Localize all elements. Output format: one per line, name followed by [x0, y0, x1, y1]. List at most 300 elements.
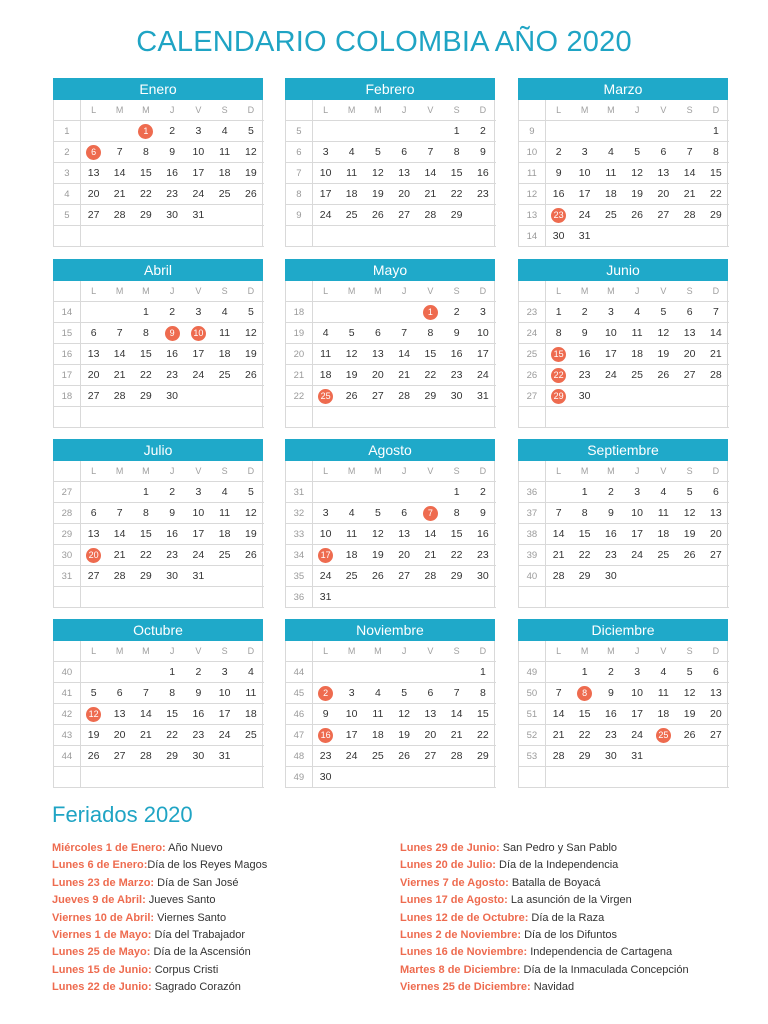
weekday-label: L — [545, 461, 571, 482]
day-cell: 31 — [624, 746, 650, 767]
day-cell: 30 — [470, 566, 496, 587]
week-row — [519, 121, 729, 142]
week-row — [519, 704, 729, 725]
week-row — [519, 767, 729, 788]
day-cell — [80, 482, 106, 503]
day-cell: 13 — [703, 683, 729, 704]
week-number: 31 — [54, 566, 80, 587]
day-cell: 26 — [365, 205, 391, 226]
week-row — [286, 407, 496, 428]
day-cell: 5 — [238, 121, 264, 142]
day-cell — [339, 226, 365, 247]
day-cell — [80, 407, 106, 428]
day-cell: 25 — [650, 545, 676, 566]
weekday-label: M — [133, 461, 159, 482]
day-cell: 29 — [703, 205, 729, 226]
weekday-label: L — [312, 461, 338, 482]
holiday-name: Navidad — [530, 981, 575, 994]
day-cell — [80, 121, 106, 142]
weekday-label: M — [598, 461, 624, 482]
day-cell — [545, 365, 571, 386]
weekday-header-row — [54, 281, 264, 302]
holiday-marker: 15 — [551, 347, 566, 362]
week-number: 18 — [54, 386, 80, 407]
holiday-date: Lunes 29 de Junio: — [400, 842, 500, 854]
day-cell — [677, 767, 703, 788]
week-row — [54, 121, 264, 142]
day-cell — [545, 662, 571, 683]
week-number: 10 — [519, 142, 545, 163]
day-cell — [545, 482, 571, 503]
week-number: 20 — [286, 344, 312, 365]
day-cell — [80, 767, 106, 788]
week-row — [54, 344, 264, 365]
day-cell: 29 — [133, 386, 159, 407]
week-row — [519, 503, 729, 524]
day-cell: 19 — [391, 725, 417, 746]
day-cell: 27 — [80, 386, 106, 407]
day-cell — [650, 587, 676, 608]
day-cell: 3 — [598, 302, 624, 323]
day-cell: 20 — [703, 524, 729, 545]
day-cell: 31 — [470, 386, 496, 407]
week-row — [519, 163, 729, 184]
day-cell: 17 — [185, 524, 211, 545]
day-cell: 14 — [107, 163, 133, 184]
week-row — [286, 365, 496, 386]
week-number: 44 — [54, 746, 80, 767]
day-cell — [133, 587, 159, 608]
day-cell: 5 — [339, 323, 365, 344]
week-row — [286, 142, 496, 163]
week-number: 36 — [519, 482, 545, 503]
day-cell — [159, 407, 185, 428]
holiday-date: Martes 8 de Diciembre: — [400, 963, 521, 976]
day-cell: 26 — [677, 725, 703, 746]
holiday-name: Día de la Raza — [528, 911, 605, 924]
week-row — [54, 767, 264, 788]
week-number: 50 — [519, 683, 545, 704]
day-cell: 30 — [572, 386, 598, 407]
day-cell: 8 — [133, 503, 159, 524]
holiday-name: San Pedro y San Pablo — [499, 842, 618, 854]
day-cell — [598, 587, 624, 608]
day-cell: 12 — [624, 163, 650, 184]
week-header-cell — [519, 461, 545, 482]
month-name: Diciembre — [518, 619, 728, 641]
holiday-date: Lunes 12 de de Octubre: — [400, 911, 529, 924]
week-number: 6 — [286, 142, 312, 163]
day-cell — [238, 746, 264, 767]
week-number: 9 — [519, 121, 545, 142]
day-cell — [650, 746, 676, 767]
day-cell: 14 — [545, 524, 571, 545]
day-cell: 4 — [212, 482, 238, 503]
month-febrero — [285, 78, 495, 247]
week-number: 49 — [286, 767, 312, 788]
holiday-name: Día de los Reyes Magos — [147, 859, 268, 872]
day-cell: 6 — [677, 302, 703, 323]
day-cell: 1 — [444, 121, 470, 142]
calendar-table — [286, 100, 496, 247]
day-cell: 11 — [212, 323, 238, 344]
calendar-table — [286, 641, 496, 788]
day-cell: 13 — [677, 323, 703, 344]
day-cell — [212, 386, 238, 407]
day-cell — [650, 767, 676, 788]
month-grid — [285, 641, 495, 788]
week-number — [519, 587, 545, 608]
week-number: 15 — [54, 323, 80, 344]
week-row — [286, 725, 496, 746]
month-grid — [518, 281, 728, 428]
day-cell — [312, 545, 338, 566]
day-cell: 14 — [107, 524, 133, 545]
day-cell: 31 — [185, 205, 211, 226]
weekday-label: M — [598, 281, 624, 302]
day-cell: 28 — [133, 746, 159, 767]
day-cell: 21 — [107, 365, 133, 386]
day-cell — [107, 662, 133, 683]
week-number: 47 — [286, 725, 312, 746]
week-row — [54, 662, 264, 683]
day-cell: 29 — [470, 746, 496, 767]
week-row — [286, 683, 496, 704]
weekday-label: M — [339, 100, 365, 121]
day-cell: 24 — [598, 365, 624, 386]
page-title: CALENDARIO COLOMBIA AÑO 2020 — [136, 26, 632, 58]
day-cell: 28 — [703, 365, 729, 386]
week-row — [286, 205, 496, 226]
holiday-date: Lunes 2 de Noviembre: — [400, 929, 522, 942]
day-cell: 14 — [417, 524, 443, 545]
calendar-table — [519, 100, 729, 247]
day-cell — [339, 662, 365, 683]
day-cell: 7 — [545, 503, 571, 524]
day-cell: 18 — [339, 184, 365, 205]
day-cell: 7 — [703, 302, 729, 323]
day-cell: 19 — [339, 365, 365, 386]
day-cell: 10 — [572, 163, 598, 184]
week-header-cell — [286, 281, 312, 302]
week-row — [519, 587, 729, 608]
day-cell: 29 — [133, 205, 159, 226]
holiday-item — [400, 892, 689, 909]
day-cell — [133, 767, 159, 788]
weekday-label: M — [339, 641, 365, 662]
week-header-cell — [519, 281, 545, 302]
holiday-marker: 12 — [86, 707, 101, 722]
holiday-name: Viernes Santo — [154, 911, 227, 924]
day-cell: 18 — [339, 545, 365, 566]
day-cell: 13 — [703, 503, 729, 524]
day-cell: 18 — [598, 184, 624, 205]
day-cell: 22 — [133, 184, 159, 205]
day-cell: 31 — [572, 226, 598, 247]
day-cell: 23 — [572, 365, 598, 386]
week-number: 11 — [519, 163, 545, 184]
holiday-item — [52, 840, 267, 857]
day-cell — [159, 226, 185, 247]
day-cell: 8 — [470, 683, 496, 704]
holiday-item — [52, 892, 267, 909]
calendar-table — [519, 281, 729, 428]
day-cell: 27 — [365, 386, 391, 407]
weekday-label: V — [185, 641, 211, 662]
day-cell — [624, 386, 650, 407]
week-row — [519, 184, 729, 205]
day-cell: 17 — [470, 344, 496, 365]
weekday-label: S — [677, 100, 703, 121]
day-cell — [212, 226, 238, 247]
weekday-header-row — [286, 100, 496, 121]
weekday-label: M — [133, 641, 159, 662]
day-cell: 6 — [107, 683, 133, 704]
weekday-label: J — [159, 100, 185, 121]
holiday-name: Día de la Ascensión — [150, 946, 251, 959]
day-cell: 7 — [417, 142, 443, 163]
week-row — [54, 566, 264, 587]
day-cell: 21 — [703, 344, 729, 365]
week-row — [286, 566, 496, 587]
week-row — [54, 386, 264, 407]
weekday-label: L — [545, 100, 571, 121]
month-marzo — [518, 78, 728, 247]
weekday-label: J — [159, 461, 185, 482]
month-enero — [53, 78, 263, 247]
week-number: 33 — [286, 524, 312, 545]
week-number: 38 — [519, 524, 545, 545]
day-cell: 13 — [391, 524, 417, 545]
day-cell: 25 — [212, 545, 238, 566]
day-cell — [391, 407, 417, 428]
holiday-marker: 16 — [318, 728, 333, 743]
week-header-cell — [286, 641, 312, 662]
day-cell: 5 — [80, 683, 106, 704]
day-cell: 5 — [365, 142, 391, 163]
day-cell: 1 — [133, 302, 159, 323]
day-cell — [545, 205, 571, 226]
day-cell: 23 — [312, 746, 338, 767]
holiday-date: Lunes 23 de Marzo: — [52, 876, 155, 889]
week-number: 25 — [519, 344, 545, 365]
day-cell — [312, 121, 338, 142]
day-cell: 26 — [238, 545, 264, 566]
holiday-date: Viernes 25 de Diciembre: — [400, 981, 531, 994]
day-cell — [238, 767, 264, 788]
day-cell: 13 — [650, 163, 676, 184]
weekday-label: M — [572, 641, 598, 662]
weekday-label: M — [365, 100, 391, 121]
weekday-label: S — [212, 641, 238, 662]
holiday-date: Lunes 6 de Enero: — [52, 859, 148, 872]
day-cell — [624, 587, 650, 608]
day-cell: 18 — [365, 725, 391, 746]
day-cell — [703, 407, 729, 428]
day-cell: 22 — [444, 184, 470, 205]
weekday-label: V — [185, 100, 211, 121]
day-cell: 24 — [185, 365, 211, 386]
day-cell — [624, 566, 650, 587]
day-cell — [417, 662, 443, 683]
weekday-label: D — [470, 100, 496, 121]
week-row — [54, 704, 264, 725]
day-cell: 13 — [80, 163, 106, 184]
day-cell: 28 — [444, 746, 470, 767]
day-cell: 16 — [444, 344, 470, 365]
day-cell — [133, 662, 159, 683]
holiday-item — [400, 875, 689, 892]
week-number: 17 — [54, 365, 80, 386]
day-cell: 10 — [212, 683, 238, 704]
holiday-marker: 7 — [423, 506, 438, 521]
feriados-title: Feriados 2020 — [52, 802, 193, 827]
week-number: 3 — [54, 163, 80, 184]
day-cell: 17 — [598, 344, 624, 365]
day-cell: 19 — [677, 524, 703, 545]
week-row — [519, 386, 729, 407]
day-cell: 9 — [312, 704, 338, 725]
day-cell — [417, 767, 443, 788]
week-row — [519, 662, 729, 683]
day-cell: 2 — [159, 121, 185, 142]
day-cell: 9 — [159, 503, 185, 524]
day-cell — [598, 226, 624, 247]
day-cell: 28 — [545, 566, 571, 587]
day-cell: 1 — [545, 302, 571, 323]
weekday-label: D — [470, 461, 496, 482]
day-cell — [624, 226, 650, 247]
day-cell: 29 — [444, 205, 470, 226]
day-cell — [212, 205, 238, 226]
week-header-cell — [54, 281, 80, 302]
weekday-label: M — [572, 100, 598, 121]
month-grid — [53, 461, 263, 608]
calendar-table — [54, 641, 264, 788]
month-name: Septiembre — [518, 439, 728, 461]
day-cell: 21 — [107, 184, 133, 205]
holiday-marker: 23 — [551, 208, 566, 223]
day-cell: 9 — [185, 683, 211, 704]
week-header-cell — [54, 100, 80, 121]
day-cell: 8 — [703, 142, 729, 163]
day-cell — [417, 121, 443, 142]
day-cell: 13 — [365, 344, 391, 365]
weekday-label: L — [80, 281, 106, 302]
day-cell: 8 — [572, 503, 598, 524]
day-cell: 24 — [185, 184, 211, 205]
day-cell: 16 — [470, 524, 496, 545]
week-row — [54, 184, 264, 205]
weekday-label: L — [80, 641, 106, 662]
holiday-marker: 29 — [551, 389, 566, 404]
day-cell: 30 — [598, 746, 624, 767]
day-cell: 30 — [159, 566, 185, 587]
day-cell: 3 — [339, 683, 365, 704]
day-cell: 7 — [133, 683, 159, 704]
week-number: 24 — [519, 323, 545, 344]
day-cell: 15 — [133, 163, 159, 184]
holiday-date: Viernes 10 de Abril: — [52, 911, 155, 924]
day-cell: 10 — [185, 503, 211, 524]
day-cell: 27 — [391, 205, 417, 226]
day-cell: 7 — [545, 683, 571, 704]
week-number — [519, 767, 545, 788]
weekday-label: V — [185, 461, 211, 482]
day-cell: 27 — [391, 566, 417, 587]
week-row — [519, 725, 729, 746]
month-name: Abril — [53, 259, 263, 281]
holiday-name: La asunción de la Virgen — [507, 894, 632, 907]
week-row — [519, 407, 729, 428]
month-name: Agosto — [285, 439, 495, 461]
day-cell: 4 — [339, 503, 365, 524]
weekday-header-row — [519, 100, 729, 121]
day-cell: 1 — [444, 482, 470, 503]
week-number: 45 — [286, 683, 312, 704]
holiday-item — [52, 927, 267, 944]
week-number: 49 — [519, 662, 545, 683]
day-cell: 6 — [365, 323, 391, 344]
month-name: Mayo — [285, 259, 495, 281]
weekday-header-row — [54, 100, 264, 121]
day-cell: 22 — [470, 725, 496, 746]
day-cell — [545, 344, 571, 365]
month-grid — [518, 641, 728, 788]
week-number: 19 — [286, 323, 312, 344]
week-row — [519, 344, 729, 365]
weekday-label: L — [312, 641, 338, 662]
day-cell — [677, 566, 703, 587]
day-cell — [312, 407, 338, 428]
week-header-cell — [286, 100, 312, 121]
day-cell: 11 — [212, 503, 238, 524]
day-cell: 2 — [185, 662, 211, 683]
holiday-name: Año Nuevo — [165, 842, 223, 854]
day-cell: 8 — [159, 683, 185, 704]
day-cell: 16 — [470, 163, 496, 184]
day-cell: 6 — [703, 482, 729, 503]
day-cell — [365, 587, 391, 608]
day-cell: 12 — [391, 704, 417, 725]
day-cell: 7 — [107, 503, 133, 524]
day-cell — [677, 746, 703, 767]
day-cell: 11 — [339, 524, 365, 545]
weekday-label: D — [703, 100, 729, 121]
day-cell: 19 — [238, 163, 264, 184]
day-cell: 6 — [80, 503, 106, 524]
day-cell: 14 — [391, 344, 417, 365]
day-cell — [212, 407, 238, 428]
holiday-marker: 2 — [318, 686, 333, 701]
weekday-label: M — [598, 641, 624, 662]
week-number: 40 — [54, 662, 80, 683]
day-cell — [107, 767, 133, 788]
day-cell — [339, 587, 365, 608]
day-cell: 30 — [312, 767, 338, 788]
day-cell — [107, 482, 133, 503]
weekday-label: J — [159, 641, 185, 662]
day-cell — [470, 205, 496, 226]
week-row — [286, 524, 496, 545]
day-cell: 24 — [339, 746, 365, 767]
week-number: 41 — [54, 683, 80, 704]
day-cell — [417, 482, 443, 503]
weekday-label: S — [444, 281, 470, 302]
day-cell: 26 — [339, 386, 365, 407]
holiday-name: Día de la Inmaculada Concepción — [520, 963, 689, 976]
day-cell — [624, 767, 650, 788]
